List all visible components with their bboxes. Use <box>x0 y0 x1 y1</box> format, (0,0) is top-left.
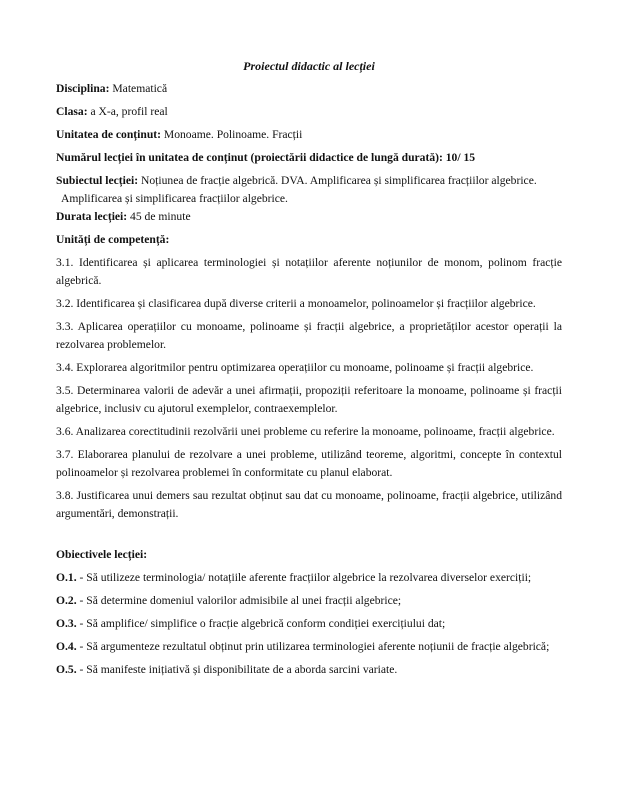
unitatea-value: Monoame. Polinoame. Fracții <box>160 128 303 141</box>
field-durata <box>56 208 562 226</box>
disciplina-label: Disciplina: <box>56 82 110 95</box>
field-clasa <box>56 103 562 121</box>
subiectul-label: Subiectul lecției: <box>56 174 139 187</box>
numarul-label: Numărul lecției în unitatea de conținut (proiectării didactice de lungă durată): 10/ 15 <box>56 151 476 164</box>
obiectiv-text: - Să amplifice/ simplifice o fracție algebrică conform condiției exercițiului dat; <box>76 617 446 630</box>
obiectiv-item <box>56 661 562 679</box>
field-unitatea <box>56 126 562 144</box>
competenta-item: 3.5. Determinarea valorii de adevăr a unei afirmații, propoziții referitoare la monoame, polinoame și fracții algebrice, inclusiv cu ajutorul exemplelor, contraexemplelor. <box>56 384 562 415</box>
competenta-item: 3.1. Identificarea și aplicarea terminologiei și notațiilor aferente noțiunilor de monom, polinom fracție algebrică. <box>56 256 562 287</box>
obiectiv-text: - Să determine domeniul valorilor admisibile al unei fracții algebrice; <box>76 594 402 607</box>
competenta-item: 3.8. Justificarea unui demers sau rezultat obținut sau dat cu monoame, polinoame, fracții algebrice, utilizând argumentări, demonstrații. <box>56 489 562 520</box>
clasa-value: a X-a, profil real <box>87 105 168 118</box>
obiectiv-text: - Să argumenteze rezultatul obținut prin utilizarea terminologiei aferente noțiunii de fracție algebrică; <box>76 640 550 653</box>
subiectul-value: Noțiunea de fracție algebrică. DVA. Amplificarea și simplificarea fracțiilor algebrice. <box>138 174 537 187</box>
competenta-item: 3.4. Explorarea algoritmilor pentru optimizarea operațiilor cu monoame, polinoame și fracții algebrice. <box>56 361 534 374</box>
disciplina-value: Matematică <box>109 82 168 95</box>
obiectiv-code: O.5. <box>56 663 77 676</box>
section-spacer <box>56 528 562 546</box>
field-subiectul <box>56 172 562 190</box>
obiectiv-code: O.4. <box>56 640 77 653</box>
obiectiv-item <box>56 615 562 633</box>
subiectul-extra: Amplificarea și simplificarea fracțiilor algebrice. <box>61 192 288 205</box>
obiectiv-item <box>56 592 562 610</box>
competenta-item: 3.7. Elaborarea planului de rezolvare a unei probleme, utilizând teoreme, algoritmi, concepte în contextul polinoamelor și rezolvarea problemei în conformitate cu planul elaborat. <box>56 448 562 479</box>
obiectiv-text: - Să manifeste inițiativă și disponibilitate de a aborda sarcini variate. <box>76 663 398 676</box>
field-numarul <box>56 149 562 167</box>
competente-list <box>56 254 562 523</box>
obiective-list <box>56 569 562 679</box>
competente-heading: Unități de competență: <box>56 233 170 246</box>
clasa-label: Clasa: <box>56 105 88 118</box>
document-body <box>56 80 562 684</box>
unitatea-label: Unitatea de conținut: <box>56 128 161 141</box>
durata-label: Durata lecției: <box>56 210 128 223</box>
durata-value: 45 de minute <box>127 210 191 223</box>
competenta-item: 3.6. Analizarea corectitudinii rezolvării unei probleme cu referire la monoame, polinoame, fracții algebrice. <box>56 425 555 438</box>
obiectiv-item <box>56 638 562 656</box>
obiectiv-code: O.3. <box>56 617 77 630</box>
field-disciplina <box>56 80 562 98</box>
competenta-item: 3.2. Identificarea și clasificarea după diverse criterii a monoamelor, polinoamelor și fracțiilor algebrice. <box>56 297 536 310</box>
obiectiv-code: O.1. <box>56 571 77 584</box>
obiectiv-code: O.2. <box>56 594 77 607</box>
obiectiv-item <box>56 569 562 587</box>
obiectiv-text: - Să utilizeze terminologia/ notațiile aferente fracțiilor algebrice la rezolvarea diverselor exerciții; <box>76 571 532 584</box>
competenta-item: 3.3. Aplicarea operațiilor cu monoame, polinoame și fracții algebrice, a proprietăților acestor operații la rezolvarea problemelor. <box>56 320 562 351</box>
obiective-heading: Obiectivele lecției: <box>56 548 148 561</box>
document-title: Proiectul didactic al lecției <box>243 59 375 73</box>
